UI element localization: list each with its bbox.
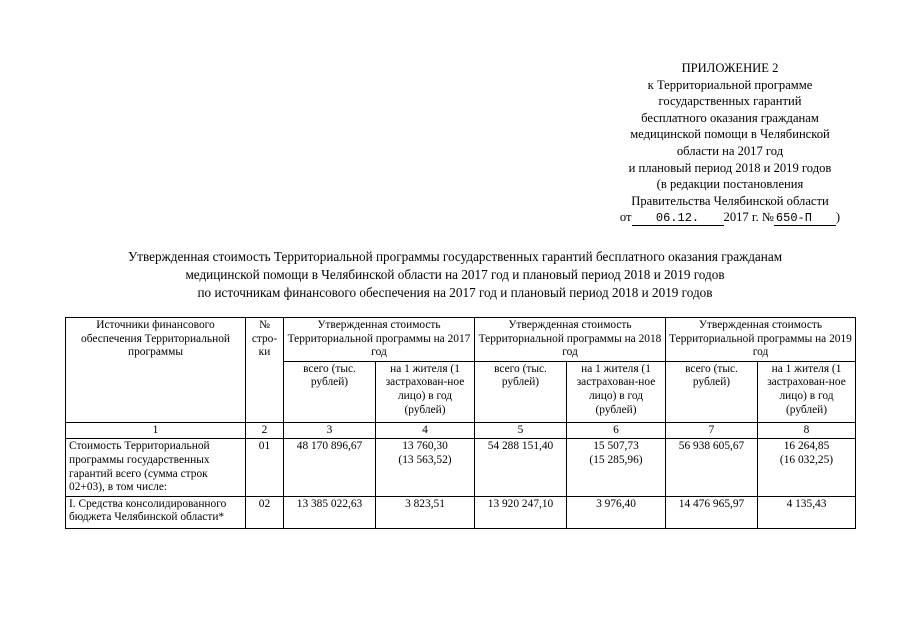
cell-total-2018: 13 920 247,10 [475, 496, 567, 528]
edition-prefix: от [619, 210, 632, 225]
row-number: 01 [246, 439, 284, 496]
table-row [66, 496, 856, 528]
cell-value: 15 507,73 [593, 440, 639, 453]
header-2017: Утвержденная стоимость Территориальной программы на 2017 год [284, 318, 475, 362]
col-number: 6 [567, 422, 666, 439]
header-2019: Утвержденная стоимость Территориальной программы на 2019 год [666, 318, 856, 362]
header-2018: Утвержденная стоимость Территориальной программы на 2018 год [475, 318, 666, 362]
edition-line [600, 209, 860, 226]
header-total-2019: всего (тыс. рублей) [666, 361, 758, 422]
cell-per-capita-2017: 3 823,51 [376, 496, 475, 528]
row-name: I. Средства консолидированного бюджета Челябинской области* [66, 496, 246, 528]
col-number: 2 [246, 422, 284, 439]
col-number: 5 [475, 422, 567, 439]
cell-insured-value: (13 563,52) [398, 453, 452, 466]
cell-value: 16 264,85 [783, 440, 830, 453]
document-heading [60, 248, 850, 302]
header-rownum: № стро-ки [246, 318, 284, 423]
appendix-line: Правительства Челябинской области [631, 193, 829, 208]
col-number: 7 [666, 422, 758, 439]
edition-year: 2017 г. № [723, 210, 774, 225]
appendix-title: ПРИЛОЖЕНИЕ 2 [681, 61, 779, 75]
appendix-line: области на 2017 год [676, 143, 784, 158]
cell-insured-value: (16 032,25) [779, 453, 834, 466]
header-per-capita-2019: на 1 жителя (1 застрахован-ное лицо) в год (рублей) [758, 361, 856, 422]
appendix-line: к Территориальной программе [647, 77, 813, 92]
cell-per-capita-2019 [758, 439, 856, 496]
heading-line: Утвержденная стоимость Территориальной программы государственных гарантий бесплатного оказания гражданам [127, 249, 783, 264]
cost-table [65, 317, 856, 529]
column-numbers-row [66, 422, 856, 439]
heading-line: по источникам финансового обеспечения на 2017 год и плановый период 2018 и 2019 годов [197, 285, 713, 300]
cell-total-2019: 14 476 965,97 [666, 496, 758, 528]
col-number: 8 [758, 422, 856, 439]
header-row [66, 318, 856, 362]
header-per-capita-2018: на 1 жителя (1 застрахован-ное лицо) в год (рублей) [567, 361, 666, 422]
cell-per-capita-2018: 3 976,40 [567, 496, 666, 528]
appendix-line: медицинской помощи в Челябинской [630, 127, 830, 142]
cell-per-capita-2017 [376, 439, 475, 496]
header-total-2018: всего (тыс. рублей) [475, 361, 567, 422]
appendix-line: (в редакции постановления [656, 177, 804, 192]
header-total-2017: всего (тыс. рублей) [284, 361, 376, 422]
heading-line: медицинской помощи в Челябинской области на 2017 год и плановый период 2018 и 2019 годов [185, 267, 725, 282]
header-sources: Источники финансового обеспечения Территориальной программы [66, 318, 246, 423]
appendix-line: государственных гарантий [658, 94, 802, 109]
edition-close: ) [835, 210, 841, 225]
edition-number: 650-П [774, 212, 836, 226]
cell-per-capita-2018 [567, 439, 666, 496]
row-name: Стоимость Территориальной программы государственных гарантий всего (сумма строк 02+03), в том числе: [66, 439, 246, 496]
row-number: 02 [246, 496, 284, 528]
cell-total-2017: 13 385 022,63 [284, 496, 376, 528]
cell-total-2019: 56 938 605,67 [666, 439, 758, 496]
col-number: 4 [376, 422, 475, 439]
cell-insured-value: (15 285,96) [589, 453, 643, 466]
table-row [66, 439, 856, 496]
cell-value: 13 760,30 [402, 440, 448, 453]
cell-total-2018: 54 288 151,40 [475, 439, 567, 496]
appendix-line: бесплатного оказания гражданам [641, 110, 819, 125]
cell-total-2017: 48 170 896,67 [284, 439, 376, 496]
col-number: 3 [284, 422, 376, 439]
header-per-capita-2017: на 1 жителя (1 застрахован-ное лицо) в год (рублей) [376, 361, 475, 422]
cell-per-capita-2019: 4 135,43 [758, 496, 856, 528]
edition-date: 06.12. [632, 212, 724, 226]
appendix-line: и плановый период 2018 и 2019 годов [628, 160, 832, 175]
col-number: 1 [66, 422, 246, 439]
appendix-block [600, 60, 860, 226]
